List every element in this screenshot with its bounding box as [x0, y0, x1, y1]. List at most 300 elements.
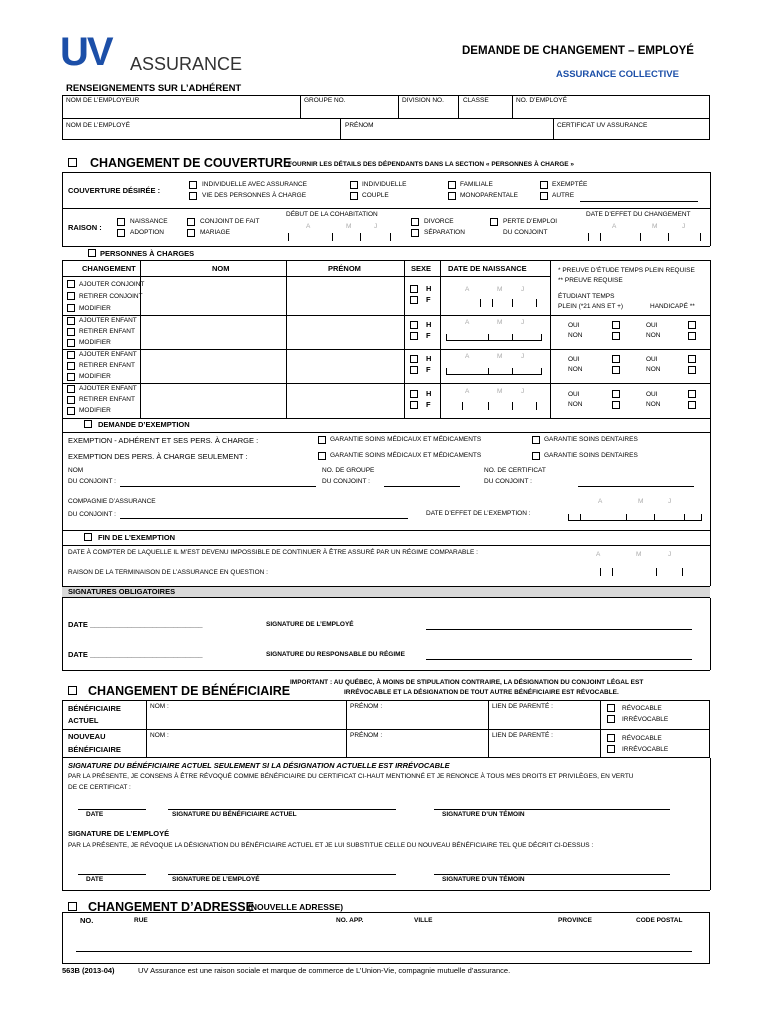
col-name: NOM — [212, 264, 230, 273]
current-label: ACTUEL — [68, 716, 99, 725]
date-tick — [600, 568, 601, 576]
handicap-label: HANDICAPÉ ** — [650, 303, 695, 310]
sex-label: H — [426, 354, 432, 363]
division-no-field[interactable]: DIVISION NO. — [402, 97, 444, 104]
row-option: MODIFIER — [79, 339, 111, 346]
checkbox[interactable] — [411, 218, 419, 226]
date-tick — [654, 514, 655, 521]
address-line[interactable] — [76, 951, 692, 952]
row-option: MODIFIER — [79, 407, 111, 414]
group-label: NO. DE GROUPE — [322, 467, 375, 474]
row-option: MODIFIER — [79, 305, 111, 312]
relation-field[interactable]: LIEN DE PARENTÉ : — [492, 732, 553, 739]
date-tick — [488, 402, 489, 410]
student-label: PLEIN (*21 ANS ET +) — [558, 303, 624, 310]
date-m: M — [497, 286, 503, 293]
checkbox[interactable] — [318, 452, 326, 460]
checkbox[interactable] — [411, 229, 419, 237]
checkbox[interactable] — [410, 401, 418, 409]
date-tick — [700, 233, 701, 241]
form-code: 563B (2013-04) — [62, 966, 115, 975]
option-label: FAMILIALE — [460, 181, 493, 188]
checkbox[interactable] — [532, 452, 540, 460]
irrevocable-label: IRRÉVOCABLE — [622, 716, 669, 723]
checkbox[interactable] — [410, 332, 418, 340]
divider — [710, 530, 711, 586]
class-field[interactable]: CLASSE — [463, 97, 489, 104]
date-tick — [536, 402, 537, 410]
date-line[interactable]: DATE ___________________________ — [68, 650, 203, 659]
yes-label: OUI — [646, 322, 658, 329]
row-option: RETIRER CONJOINT — [79, 293, 143, 300]
option-label: ADOPTION — [130, 229, 164, 236]
yes-label: OUI — [568, 322, 580, 329]
date-tick — [600, 233, 601, 241]
student-label: ÉTUDIANT TEMPS — [558, 293, 615, 300]
checkbox[interactable] — [67, 373, 75, 381]
end-line2: RAISON DE LA TERMINAISON DE L’ASSURANCE EN QUESTION : — [68, 569, 268, 576]
option-label: INDIVIDUELLE — [362, 181, 407, 188]
divider — [710, 260, 711, 418]
sig-line[interactable] — [434, 809, 670, 810]
date-tick — [492, 299, 493, 307]
checkbox[interactable] — [350, 181, 358, 189]
checkbox[interactable] — [189, 181, 197, 189]
option-label: AUTRE — [552, 192, 575, 199]
sex-label: F — [426, 331, 431, 340]
divider — [62, 670, 710, 671]
exemption-checkbox[interactable] — [84, 420, 92, 428]
sig-employee-label: SIGNATURE DE L’EMPLOYÉ — [266, 621, 354, 628]
address-box — [62, 912, 710, 964]
insurer-label: COMPAGNIE D’ASSURANCE — [68, 498, 156, 505]
first-name-field[interactable]: PRÉNOM — [345, 122, 374, 129]
checkbox[interactable] — [117, 229, 125, 237]
checkbox[interactable] — [410, 285, 418, 293]
option-label: GARANTIE SOINS DENTAIRES — [544, 436, 638, 443]
address-province[interactable]: PROVINCE — [558, 917, 592, 924]
date-tick — [640, 233, 641, 241]
date-tick — [488, 334, 489, 341]
divider — [62, 758, 63, 890]
form-title: DEMANDE DE CHANGEMENT – EMPLOYÉ — [462, 45, 694, 57]
checkbox[interactable] — [688, 355, 696, 363]
sig-line[interactable] — [426, 659, 692, 660]
divider — [346, 700, 347, 758]
row-option: AJOUTER ENFANT — [79, 351, 137, 358]
date-field[interactable] — [446, 368, 542, 375]
date-a: A — [465, 286, 470, 293]
date-line[interactable]: DATE ___________________________ — [68, 620, 203, 629]
divider — [398, 95, 399, 118]
checkbox[interactable] — [67, 362, 75, 370]
checkbox[interactable] — [350, 192, 358, 200]
logo-uv: UV — [60, 30, 112, 74]
divider — [488, 700, 489, 758]
checkbox[interactable] — [607, 704, 615, 712]
first-field[interactable]: PRÉNOM : — [350, 732, 383, 739]
divider — [62, 260, 710, 261]
beneficiary-heading: CHANGEMENT DE BÉNÉFICIAIRE — [88, 684, 291, 698]
checkbox[interactable] — [612, 390, 620, 398]
checkbox[interactable] — [410, 296, 418, 304]
date-j: J — [374, 223, 378, 230]
checkbox[interactable] — [540, 192, 548, 200]
checkbox[interactable] — [490, 218, 498, 226]
checkbox[interactable] — [612, 355, 620, 363]
date-m: M — [497, 353, 503, 360]
divider — [62, 118, 710, 119]
sig-line[interactable] — [426, 629, 692, 630]
date-tick — [512, 334, 513, 341]
sex-label: H — [426, 320, 432, 329]
date-tick — [360, 233, 361, 241]
date-tick — [668, 233, 669, 241]
consent-text: PAR LA PRÉSENTE, JE CONSENS À ÊTRE RÉVOQUÉ COMME BÉNÉFICIAIRE DU CERTIFICAT CI-HAUT MENTIONNÉ ET JE RENONCE À TOUS MES DROITS ET PRIVILÈGES, EN VERTU — [68, 773, 634, 780]
no-label: NON — [568, 401, 583, 408]
employer-name-field[interactable]: NOM DE L’EMPLOYEUR — [66, 97, 140, 104]
date-tick — [480, 299, 481, 307]
divider — [553, 118, 554, 140]
revocable-label: RÉVOCABLE — [622, 705, 662, 712]
option-label: MARIAGE — [200, 229, 230, 236]
divider — [300, 95, 301, 118]
insurer-line[interactable] — [120, 518, 408, 519]
checkbox[interactable] — [410, 390, 418, 398]
employee-no-field[interactable]: NO. D’EMPLOYÉ — [516, 97, 567, 104]
date-j: J — [682, 223, 686, 230]
employee-name-field[interactable]: NOM DE L’EMPLOYÉ — [66, 122, 130, 129]
date-j: J — [521, 286, 525, 293]
checkbox[interactable] — [318, 436, 326, 444]
checkbox[interactable] — [688, 390, 696, 398]
divider — [62, 530, 63, 586]
divider — [404, 260, 405, 418]
checkbox[interactable] — [448, 181, 456, 189]
divider — [710, 172, 711, 246]
sig-admin-label: SIGNATURE DU RESPONSABLE DU RÉGIME — [266, 651, 405, 658]
other-line — [580, 201, 698, 202]
address-heading: CHANGEMENT D’ADRESSE — [88, 900, 254, 914]
eff-date-label: DATE D’EFFET DE L’EXEMPTION : — [426, 510, 531, 517]
divider — [62, 315, 710, 316]
sig-line[interactable] — [78, 809, 146, 810]
divider — [710, 418, 711, 530]
checkbox[interactable] — [688, 321, 696, 329]
date-j: J — [521, 388, 525, 395]
date-tick — [684, 514, 685, 521]
spouse-name-label: NOM — [68, 467, 84, 474]
sex-label: F — [426, 365, 431, 374]
divider — [550, 260, 551, 418]
divider — [62, 172, 710, 173]
coverage-note: FOURNIR LES DÉTAILS DES DÉPENDANTS DANS LA SECTION « PERSONNES À CHARGE » — [288, 161, 575, 168]
checkbox[interactable] — [187, 218, 195, 226]
sex-label: H — [426, 284, 432, 293]
note-student: * PREUVE D’ÉTUDE TEMPS PLEIN REQUISE — [558, 267, 695, 274]
address-note: (NOUVELLE ADRESSE) — [248, 902, 344, 912]
option-label: GARANTIE SOINS DENTAIRES — [544, 452, 638, 459]
checkbox[interactable] — [688, 366, 696, 374]
no-label: NON — [646, 332, 661, 339]
sig-witness-label: SIGNATURE D’UN TÉMOIN — [442, 876, 525, 883]
address-postal[interactable]: CODE POSTAL — [636, 917, 683, 924]
cert-label: DU CONJOINT : — [484, 478, 532, 485]
yes-label: OUI — [568, 356, 580, 363]
date-tick — [512, 299, 513, 307]
date-field[interactable] — [568, 514, 702, 521]
certificate-field[interactable]: CERTIFICAT UV ASSURANCE — [557, 122, 648, 129]
date-m: M — [638, 498, 644, 505]
date-tick — [682, 568, 683, 576]
option-label: EXEMPTÉE — [552, 181, 588, 188]
checkbox[interactable] — [612, 401, 620, 409]
sig-line[interactable] — [168, 874, 396, 875]
consent-text: DE CE CERTIFICAT : — [68, 784, 131, 791]
exemption-heading: DEMANDE D’EXEMPTION — [98, 420, 190, 429]
sex-label: H — [426, 389, 432, 398]
divider — [458, 95, 459, 118]
sex-label: F — [426, 295, 431, 304]
spouse-name-label: DU CONJOINT : — [68, 478, 116, 485]
date-tick — [580, 514, 581, 521]
sex-label: F — [426, 400, 431, 409]
date-tick — [612, 568, 613, 576]
date-a: A — [465, 388, 470, 395]
name-field[interactable]: NOM : — [150, 703, 169, 710]
option-label: NAISSANCE — [130, 218, 168, 225]
date-a: A — [306, 223, 311, 230]
exemption-line1: EXEMPTION - ADHÉRENT ET SES PERS. À CHARGE : — [68, 436, 259, 445]
group-line[interactable] — [384, 486, 460, 487]
address-street[interactable]: RUE — [134, 917, 148, 924]
checkbox[interactable] — [612, 332, 620, 340]
option-label: DU CONJOINT — [503, 229, 548, 236]
divider — [62, 383, 710, 384]
checkbox[interactable] — [448, 192, 456, 200]
checkbox[interactable] — [67, 280, 75, 288]
date-tick — [656, 568, 657, 576]
sig-line[interactable] — [78, 874, 146, 875]
checkbox[interactable] — [187, 229, 195, 237]
revoke-text: PAR LA PRÉSENTE, JE RÉVOQUE LA DÉSIGNATION DU BÉNÉFICIAIRE ACTUEL ET JE LUI SUBSTITUE CELLE DU NOUVEAU BÉNÉFICIAIRE TEL QUE DÉCRIT CI-DESSUS : — [68, 842, 594, 849]
info-heading: RENSEIGNEMENTS SUR L’ADHÉRENT — [66, 83, 242, 94]
cohab-label: DÉBUT DE LA COHABITATION — [286, 211, 378, 218]
dependents-checkbox[interactable] — [88, 249, 96, 257]
checkbox[interactable] — [410, 355, 418, 363]
date-tick — [488, 368, 489, 375]
desired-coverage-label: COUVERTURE DÉSIRÉE : — [68, 186, 161, 195]
address-no[interactable]: NO. — [80, 916, 94, 925]
note-proof: ** PREUVE REQUISE — [558, 277, 623, 284]
divider — [62, 545, 710, 546]
date-tick — [390, 233, 391, 241]
date-m: M — [652, 223, 658, 230]
date-tick — [462, 402, 463, 410]
checkbox[interactable] — [67, 385, 75, 393]
divider — [62, 530, 710, 531]
group-no-field[interactable]: GROUPE NO. — [304, 97, 346, 104]
row-option: MODIFIER — [79, 373, 111, 380]
beneficiary-checkbox[interactable] — [68, 686, 77, 695]
col-first: PRÉNOM — [328, 264, 361, 273]
current-label: BÉNÉFICIAIRE — [68, 704, 121, 713]
option-label: CONJOINT DE FAIT — [200, 218, 260, 225]
row-option: RETIRER ENFANT — [79, 328, 135, 335]
checkbox[interactable] — [67, 351, 75, 359]
no-label: NON — [646, 401, 661, 408]
divider — [710, 758, 711, 890]
divider — [600, 700, 601, 758]
date-a: A — [598, 498, 603, 505]
cert-label: NO. DE CERTIFICAT — [484, 467, 546, 474]
checkbox[interactable] — [688, 332, 696, 340]
option-label: GARANTIE SOINS MÉDICAUX ET MÉDICAMENTS — [330, 436, 482, 443]
divider — [62, 729, 710, 730]
checkbox[interactable] — [540, 181, 548, 189]
date-m: M — [346, 223, 352, 230]
date-field[interactable] — [446, 334, 542, 341]
row-option: RETIRER ENFANT — [79, 362, 135, 369]
form-subtitle: ASSURANCE COLLECTIVE — [556, 69, 679, 80]
end-heading: FIN DE L’EXEMPTION — [98, 533, 176, 542]
yes-label: OUI — [568, 391, 580, 398]
date-m: M — [497, 388, 503, 395]
checkbox[interactable] — [607, 745, 615, 753]
date-tick — [288, 233, 289, 241]
date-a: A — [612, 223, 617, 230]
checkbox[interactable] — [612, 321, 620, 329]
divider — [62, 418, 63, 530]
divider — [62, 598, 63, 670]
end-exemption-checkbox[interactable] — [84, 533, 92, 541]
footer-text: UV Assurance est une raison sociale et marque de commerce de L’Union-Vie, compagnie mutuelle d’assurance. — [138, 966, 511, 975]
checkbox[interactable] — [410, 321, 418, 329]
dependents-heading: PERSONNES À CHARGES — [100, 249, 195, 258]
date-j: J — [521, 319, 525, 326]
divider — [440, 260, 441, 418]
option-label: MONOPARENTALE — [460, 192, 518, 199]
checkbox[interactable] — [67, 292, 75, 300]
yes-label: OUI — [646, 391, 658, 398]
coverage-section-checkbox[interactable] — [68, 158, 77, 167]
date-tick — [332, 233, 333, 241]
checkbox[interactable] — [189, 192, 197, 200]
col-change: CHANGEMENT — [82, 264, 136, 273]
sig-employee-label: SIGNATURE DE L’EMPLOYÉ — [172, 876, 260, 883]
important-note: IMPORTANT : AU QUÉBEC, À MOINS DE STIPULATION CONTRAIRE, LA DÉSIGNATION DU CONJOINT LÉGAL EST — [290, 679, 644, 686]
checkbox[interactable] — [612, 366, 620, 374]
sig-line[interactable] — [434, 874, 670, 875]
option-label: GARANTIE SOINS MÉDICAUX ET MÉDICAMENTS — [330, 452, 482, 459]
divider — [62, 418, 710, 419]
option-label: PERTE D’EMPLOI — [503, 218, 558, 225]
checkbox[interactable] — [410, 366, 418, 374]
col-sex: SEXE — [411, 264, 432, 273]
divider — [62, 172, 63, 246]
date-tick — [512, 368, 513, 375]
date-j: J — [521, 353, 525, 360]
sig-current-label: SIGNATURE DU BÉNÉFICIAIRE ACTUEL — [172, 811, 297, 818]
logo-assurance: ASSURANCE — [130, 54, 243, 74]
checkbox[interactable] — [67, 339, 75, 347]
divider — [62, 260, 63, 418]
date-tick — [536, 299, 537, 307]
address-city[interactable]: VILLE — [414, 917, 433, 924]
divider — [62, 890, 710, 891]
cert-line[interactable] — [578, 486, 694, 487]
signatures-heading: SIGNATURES OBLIGATOIRES — [68, 587, 176, 596]
divider — [62, 432, 710, 433]
date-m: M — [636, 551, 642, 558]
sig-employee-title: SIGNATURE DE L’EMPLOYÉ — [68, 829, 170, 838]
divider — [710, 598, 711, 670]
new-label: BÉNÉFICIAIRE — [68, 745, 121, 754]
checkbox[interactable] — [688, 401, 696, 409]
date-label: DATE — [86, 811, 104, 818]
divider — [62, 276, 550, 277]
checkbox[interactable] — [607, 734, 615, 742]
row-option: AJOUTER CONJOINT — [79, 281, 145, 288]
yes-label: OUI — [646, 356, 658, 363]
date-tick — [588, 233, 589, 241]
divider — [146, 700, 147, 758]
date-a: A — [596, 551, 601, 558]
important-note: IRRÉVOCABLE ET LA DÉSIGNATION DE TOUT AUTRE BÉNÉFICIAIRE EST RÉVOCABLE. — [344, 689, 619, 696]
checkbox[interactable] — [67, 328, 75, 336]
option-label: INDIVIDUELLE AVEC ASSURANCE — [202, 181, 307, 188]
relation-field[interactable]: LIEN DE PARENTÉ : — [492, 703, 553, 710]
sig-line[interactable] — [168, 809, 396, 810]
divider — [62, 349, 710, 350]
option-label: COUPLE — [362, 192, 389, 199]
divider — [62, 208, 710, 209]
date-a: A — [465, 353, 470, 360]
checkbox[interactable] — [67, 317, 75, 325]
row-option: AJOUTER ENFANT — [79, 385, 137, 392]
effective-date-label: DATE D’EFFET DU CHANGEMENT — [586, 211, 691, 218]
divider — [512, 95, 513, 118]
checkbox[interactable] — [607, 715, 615, 723]
checkbox[interactable] — [67, 304, 75, 312]
divider — [340, 118, 341, 140]
date-j: J — [668, 498, 672, 505]
checkbox[interactable] — [67, 407, 75, 415]
group-label: DU CONJOINT : — [322, 478, 370, 485]
checkbox[interactable] — [117, 218, 125, 226]
name-field[interactable]: NOM : — [150, 732, 169, 739]
checkbox[interactable] — [67, 396, 75, 404]
spouse-name-line[interactable] — [120, 486, 316, 487]
address-apt[interactable]: NO. APP. — [336, 917, 364, 924]
checkbox[interactable] — [532, 436, 540, 444]
col-birth: DATE DE NAISSANCE — [448, 264, 527, 273]
address-checkbox[interactable] — [68, 902, 77, 911]
row-option: AJOUTER ENFANT — [79, 317, 137, 324]
new-label: NOUVEAU — [68, 732, 106, 741]
option-label: SÉPARATION — [424, 229, 465, 236]
first-field[interactable]: PRÉNOM : — [350, 703, 383, 710]
date-tick — [512, 402, 513, 410]
no-label: NON — [568, 366, 583, 373]
date-j: J — [668, 551, 672, 558]
revocable-label: RÉVOCABLE — [622, 735, 662, 742]
sig-witness-label: SIGNATURE D’UN TÉMOIN — [442, 811, 525, 818]
date-label: DATE — [86, 876, 104, 883]
reason-label: RAISON : — [68, 223, 102, 232]
insurer-label: DU CONJOINT : — [68, 511, 116, 518]
end-line1: DATE À COMPTER DE LAQUELLE IL M’EST DEVENU IMPOSSIBLE DE CONTINUER À ÊTRE ASSURÉ PAR UN RÉGIME COMPARABLE : — [68, 549, 478, 556]
